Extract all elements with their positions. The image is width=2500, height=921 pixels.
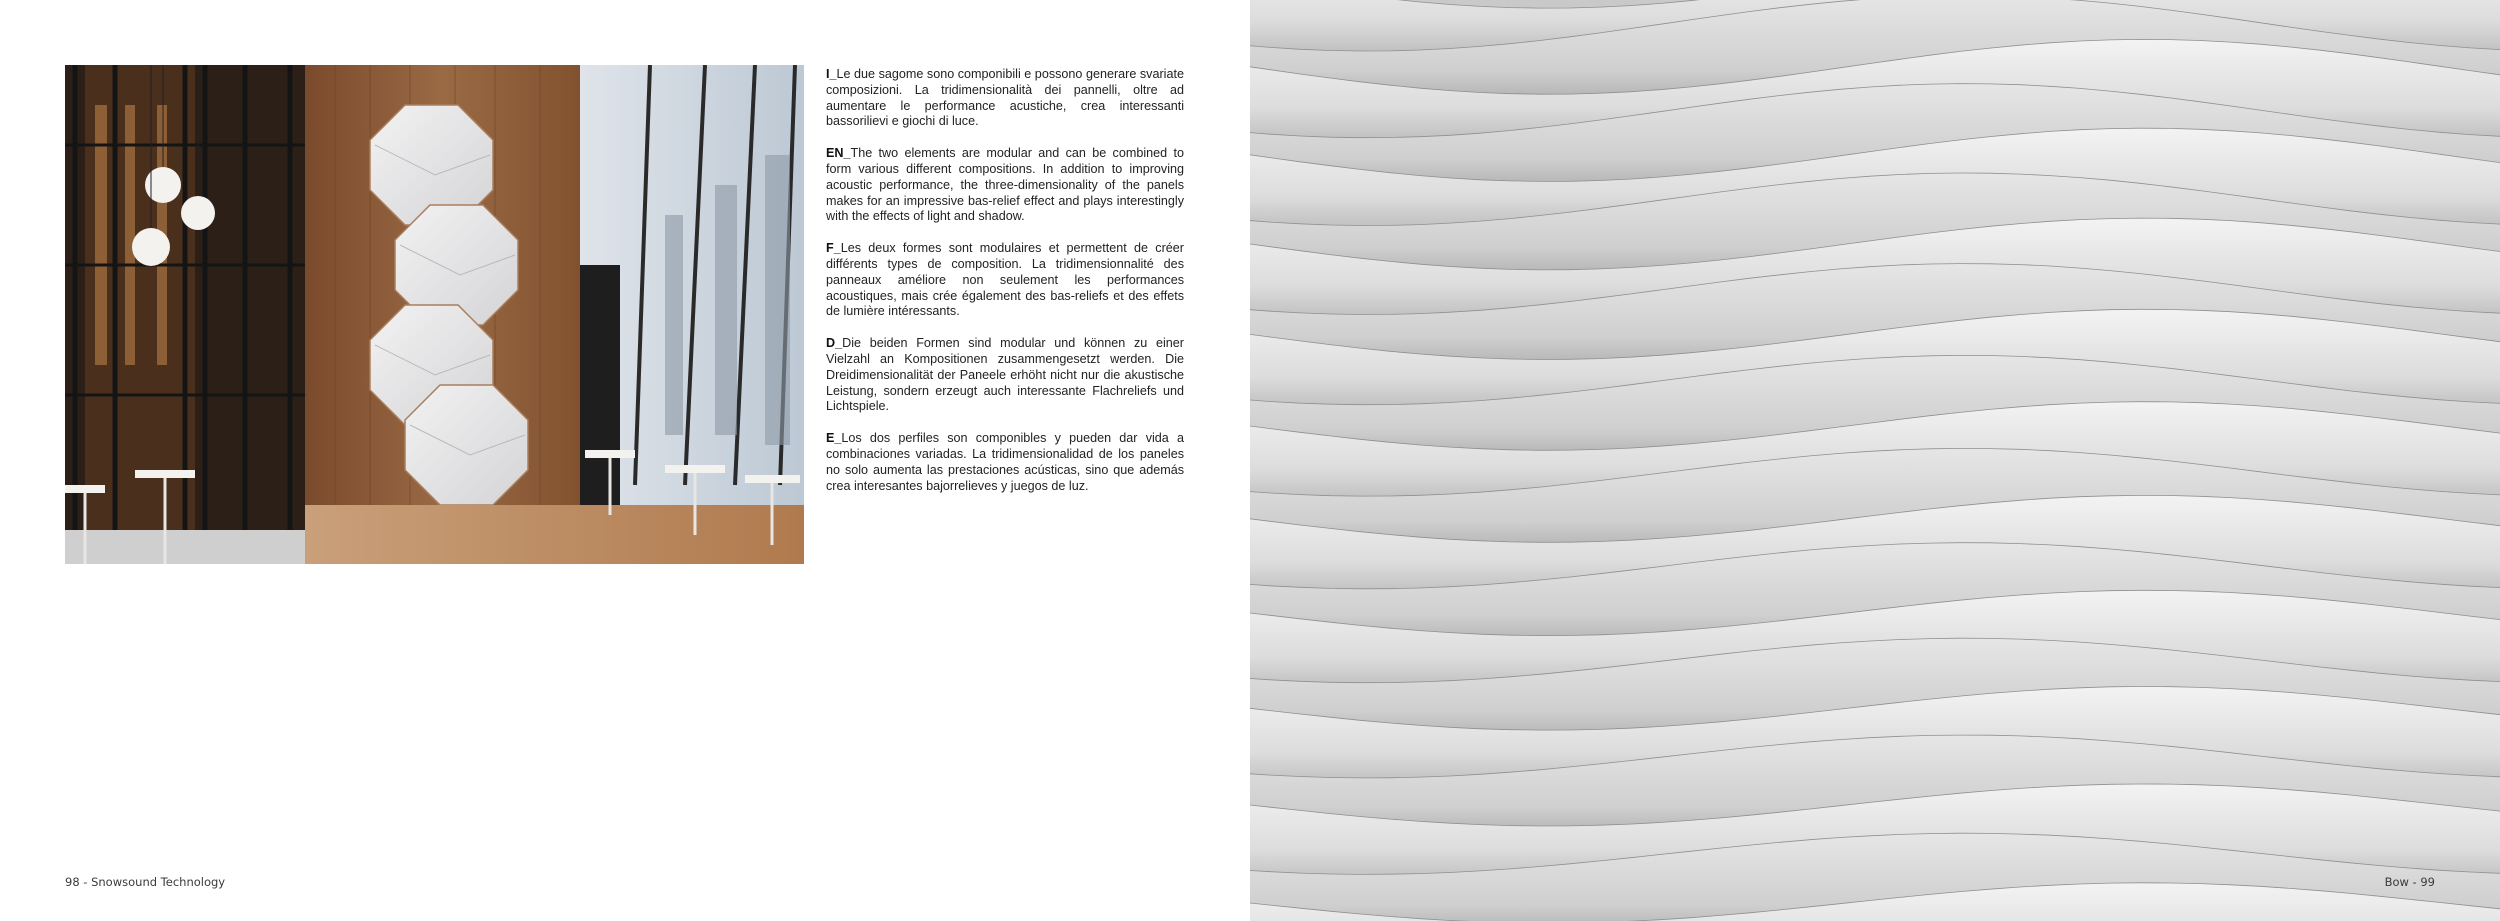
paragraph-german [826,336,1184,415]
language-code: F_ [826,241,841,256]
paragraph-text: The two elements are modular and can be combined to form various different compositions. In addition to improving acoustic performance, the three-dimensionality of the panels makes for an impressive bas-relief effect and plays interestingly with the effects of light and shadow. [826,146,1184,224]
footer-page-left: 98 - Snowsound Technology [65,875,226,889]
language-code: E_ [826,431,842,446]
paragraph-english [826,146,1184,225]
footer-page-right: Bow - 99 [2384,875,2435,889]
language-code: D_ [826,336,843,351]
multilingual-description [826,67,1184,510]
paragraph-text: Die beiden Formen sind modular und können zu einer Vielzahl an Kompositionen zusammengesetzt werden. Die Dreidimensionalität der Paneele erhöht nicht nur die akustische Leistung, sondern erzeugt auch interessante Flachreliefs und Lichtspiele. [826,336,1184,414]
restaurant-interior-image [65,65,804,564]
paragraph-text: Los dos perfiles son componibles y pueden dar vida a combinaciones variadas. La tridimensionalidad de los paneles no solo aumenta las prestaciones acústicas, sino que además crea interesantes bajorrelieves y juegos de luz. [826,431,1184,493]
paragraph-italian [826,67,1184,130]
paragraph-french [826,241,1184,320]
paragraph-spanish [826,431,1184,494]
language-code: EN_ [826,146,851,161]
language-code: I_ [826,67,837,81]
interior-photo [65,65,804,564]
ceiling-panels-image [1250,0,2500,921]
right-page [1250,0,2500,921]
paragraph-text: Le due sagome sono componibili e possono generare svariate composizioni. La tridimensionalità dei pannelli, oltre ad aumentare le performance acustiche, crea interessanti bassorilievi e giochi di luce. [826,67,1184,129]
paragraph-text: Les deux formes sont modulaires et permettent de créer différents types de composition. La tridimensionnalité des panneaux améliore non seulement les performances acoustiques, mais crée également des bas-reliefs et des effets de lumière intéressants. [826,241,1184,319]
